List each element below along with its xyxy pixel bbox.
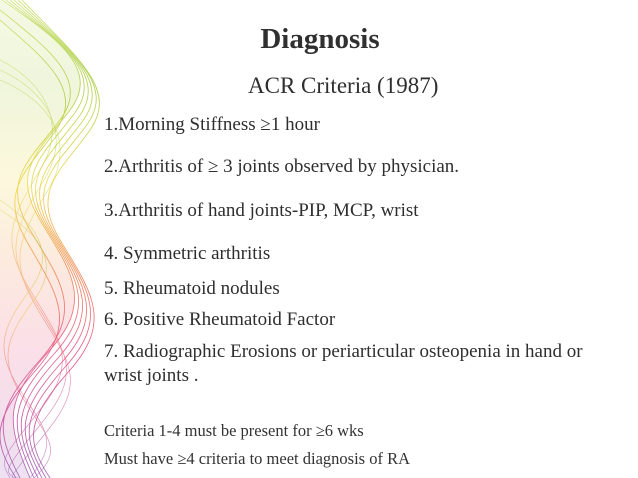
criteria-note: Must have ≥4 criteria to meet diagnosis of RA (104, 449, 410, 468)
decorative-ribbon-graphic (0, 0, 120, 478)
criterion-item: 4. Symmetric arthritis (104, 243, 271, 264)
criteria-note: Criteria 1-4 must be present for ≥6 wks (104, 421, 364, 440)
criterion-item: 1.Morning Stiffness ≥1 hour (104, 114, 320, 135)
criterion-item: 5. Rheumatoid nodules (104, 278, 280, 299)
criterion-item: 2.Arthritis of ≥ 3 joints observed by physician. (104, 156, 460, 177)
criterion-item: 7. Radiographic Erosions or periarticular osteopenia in hand or wrist joints . (104, 341, 583, 386)
criterion-item: 6. Positive Rheumatoid Factor (104, 309, 336, 330)
slide-subtitle: ACR Criteria (1987) (248, 73, 439, 98)
criterion-item: 3.Arthritis of hand joints-PIP, MCP, wrist (104, 200, 419, 221)
slide-title: Diagnosis (260, 23, 380, 55)
